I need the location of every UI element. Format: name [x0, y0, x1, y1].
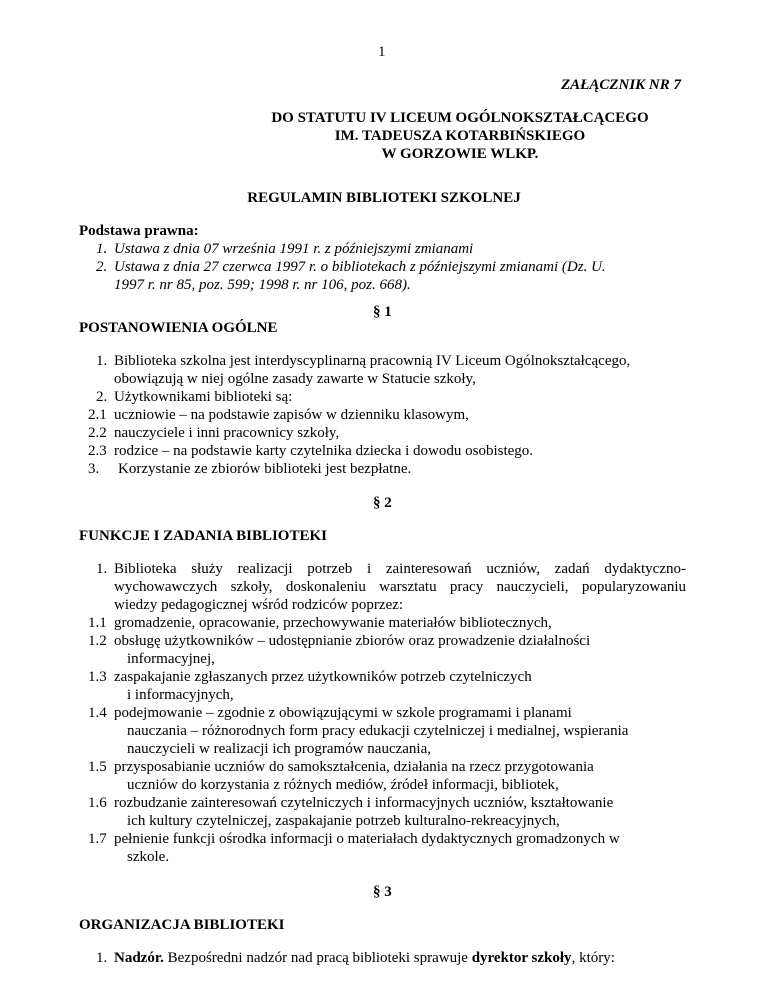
section-1-item: 2.2 nauczyciele i inni pracownicy szkoły,: [88, 425, 340, 441]
section-1-item: 2.3 rodzice – na podstawie karty czytelnika dziecka i dowodu osobistego.: [88, 443, 534, 459]
section-2-item-cont: uczniów do korzystania z różnych mediów, źródeł informacji, bibliotek,: [127, 777, 559, 793]
section-2-item: 1.4 podejmowanie – zgodnie z obowiązującymi w szkole programami i planami: [88, 705, 572, 721]
section-2-item-cont: ich kultury czytelniczej, zaspakajanie potrzeb kulturalno-rekreacyjnych,: [127, 813, 560, 829]
section-2-intro-cont: wiedzy pedagogicznej wśród rodziców poprzez:: [114, 597, 404, 613]
section-2-item-cont: informacyjnej,: [127, 651, 215, 667]
section-2-item-cont: nauczycieli w realizacji ich programów nauczania,: [127, 741, 432, 757]
section-2-heading: FUNKCJE I ZADANIA BIBLIOTEKI: [79, 528, 327, 544]
section-2-item-cont: i informacyjnych,: [127, 687, 234, 703]
section-1-mark: § 1: [373, 304, 392, 320]
section-3-heading: ORGANIZACJA BIBLIOTEKI: [79, 917, 285, 933]
section-2-item-cont: szkole.: [127, 849, 170, 865]
section-1-item: 2.1 uczniowie – na podstawie zapisów w dzienniku klasowym,: [88, 407, 469, 423]
document-title: REGULAMIN BIBLIOTEKI SZKOLNEJ: [247, 190, 521, 206]
legal-basis-item: 1. Ustawa z dnia 07 września 1991 r. z późniejszymi zmianami: [96, 241, 474, 257]
section-2-intro: 1. Biblioteka służy realizacji potrzeb i zainteresowań uczniów, zadań dydaktyczno-: [96, 561, 686, 577]
legal-basis-heading: Podstawa prawna:: [79, 223, 199, 239]
section-2-item: 1.2 obsługę użytkowników – udostępnianie zbiorów oraz prowadzenie działalności: [88, 633, 591, 649]
section-2-intro-cont: wychowawczych szkoły, doskonaleniu warsztatu pracy nauczycieli, popularyzowaniu: [114, 579, 686, 595]
annex-label: ZAŁĄCZNIK NR 7: [560, 77, 681, 93]
page-number: 1: [378, 44, 386, 60]
section-2-item: 1.7 pełnienie funkcji ośrodka informacji o materiałach dydaktycznych gromadzonych w: [88, 831, 620, 847]
section-2-mark: § 2: [373, 495, 392, 511]
section-2-item-cont: nauczania – różnorodnych form pracy edukacji czytelniczej i medialnej, wspierania: [127, 723, 629, 739]
statute-line-3: W GORZOWIE WLKP.: [381, 146, 539, 162]
section-3-mark: § 3: [373, 884, 392, 900]
section-3-item: 1. Nadzór. Bezpośredni nadzór nad pracą biblioteki sprawuje dyrektor szkoły, który:: [96, 950, 615, 966]
section-1-item: 3. Korzystanie ze zbiorów biblioteki jest bezpłatne.: [88, 461, 412, 477]
statute-line-1: DO STATUTU IV LICEUM OGÓLNOKSZTAŁCĄCEGO: [271, 110, 649, 126]
section-2-item: 1.1 gromadzenie, opracowanie, przechowywanie materiałów bibliotecznych,: [88, 615, 552, 631]
section-2-item: 1.3 zaspakajanie zgłaszanych przez użytkowników potrzeb czytelniczych: [88, 669, 532, 685]
section-1-item-cont: obowiązują w niej ogólne zasady zawarte w Statucie szkoły,: [114, 371, 476, 387]
section-1-item: 2. Użytkownikami biblioteki są:: [96, 389, 293, 405]
section-1-item: 1. Biblioteka szkolna jest interdyscyplinarną pracownią IV Liceum Ogólnokształcącego,: [96, 353, 631, 369]
section-2-item: 1.6 rozbudzanie zainteresowań czytelniczych i informacyjnych uczniów, kształtowanie: [88, 795, 614, 811]
statute-line-2: IM. TADEUSZA KOTARBIŃSKIEGO: [334, 128, 586, 144]
legal-basis-item: 2. Ustawa z dnia 27 czerwca 1997 r. o bibliotekach z późniejszymi zmianami (Dz. U.: [96, 259, 606, 275]
legal-basis-item-cont: 1997 r. nr 85, poz. 599; 1998 r. nr 106, poz. 668).: [114, 277, 411, 293]
section-1-heading: POSTANOWIENIA OGÓLNE: [79, 320, 278, 336]
section-2-item: 1.5 przysposabianie uczniów do samokształcenia, działania na rzecz przygotowania: [88, 759, 594, 775]
